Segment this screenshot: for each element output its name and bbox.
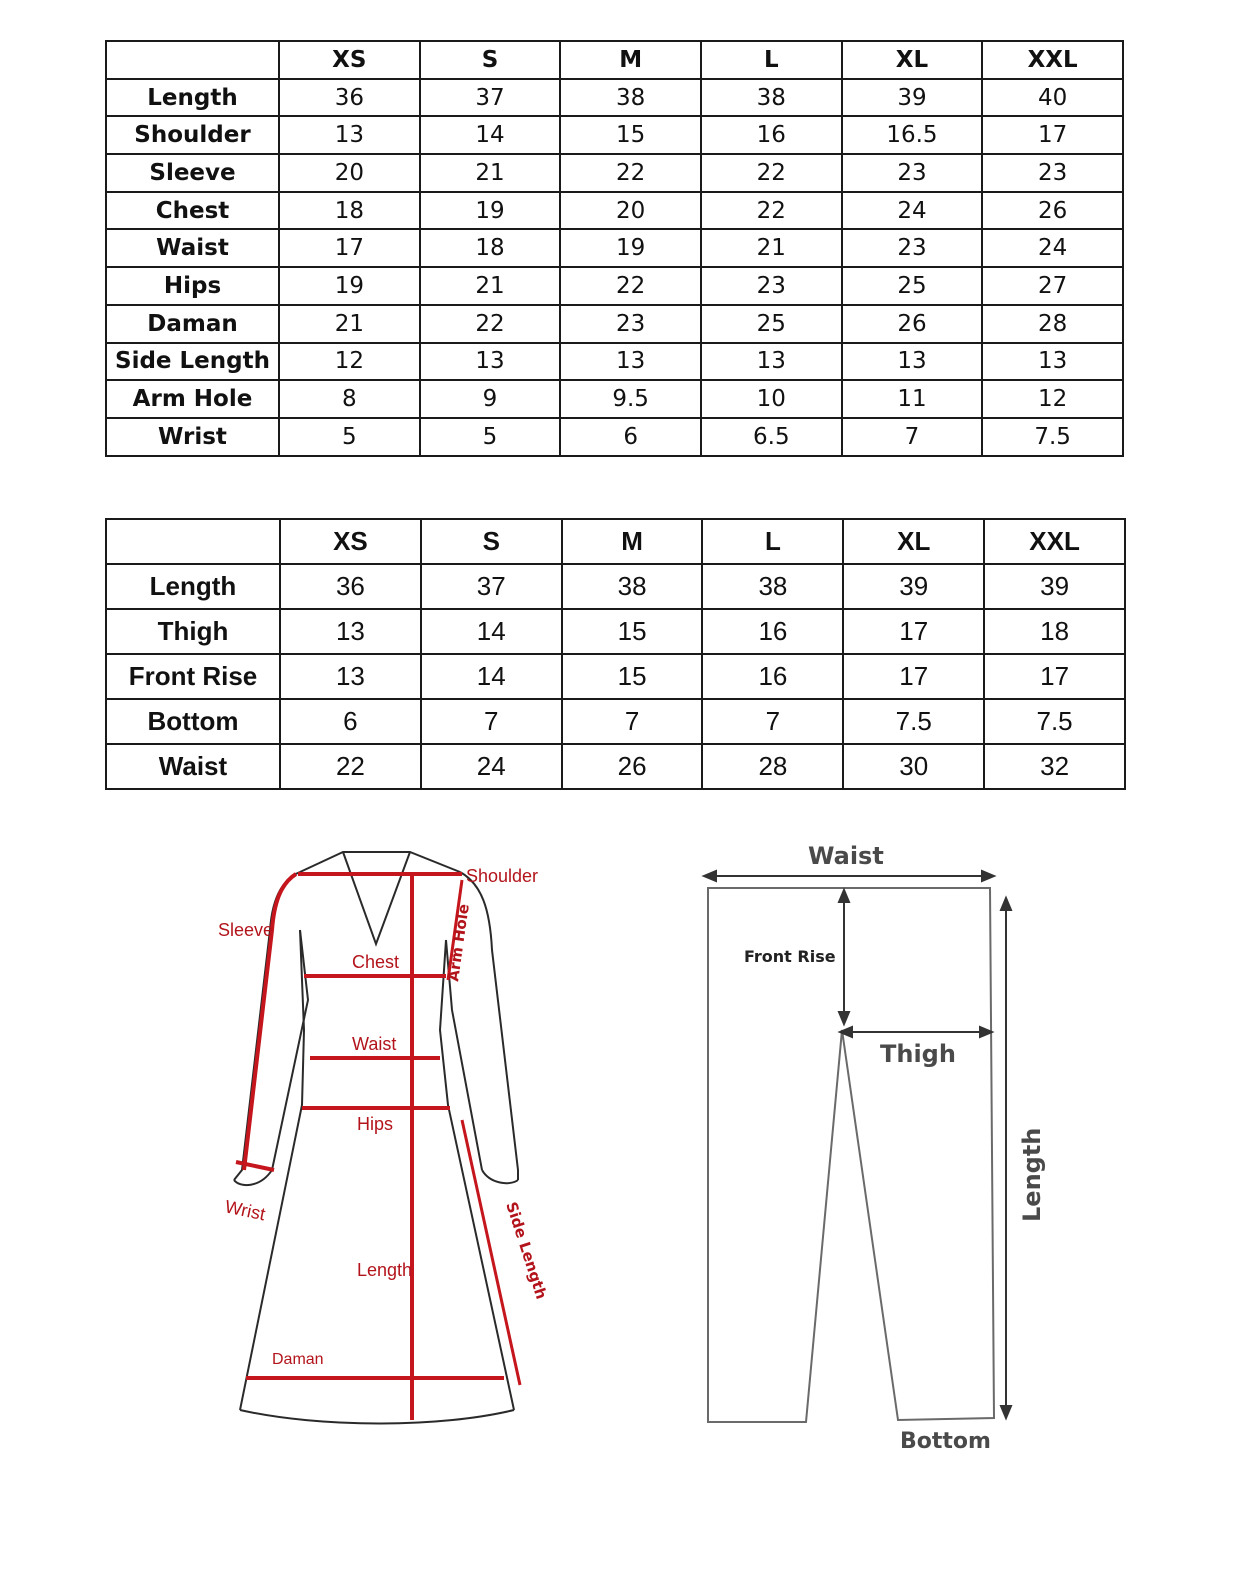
corner-cell [106, 41, 279, 79]
row-label: Length [106, 79, 279, 117]
measurement-cell: 9.5 [560, 380, 701, 418]
row-label: Side Length [106, 343, 279, 381]
measurement-cell: 21 [701, 229, 842, 267]
measurement-cell: 8 [279, 380, 420, 418]
measurement-cell: 23 [560, 305, 701, 343]
measurement-cell: 25 [701, 305, 842, 343]
measurement-cell: 24 [982, 229, 1123, 267]
measurement-cell: 17 [279, 229, 420, 267]
measurement-cell: 17 [984, 654, 1125, 699]
shoulder-label: Shoulder [466, 866, 539, 886]
front-rise-label: Front Rise [744, 947, 836, 966]
pants-shape [708, 888, 994, 1422]
measurement-cell: 17 [843, 654, 984, 699]
measurement-cell: 14 [421, 609, 562, 654]
measurement-cell: 38 [701, 79, 842, 117]
table-row [106, 229, 1123, 267]
measurement-cell: 38 [560, 79, 701, 117]
measurement-cell: 16 [701, 116, 842, 154]
measurement-cell: 21 [420, 267, 561, 305]
measurement-cell: 6 [280, 699, 421, 744]
row-label: Wrist [106, 418, 279, 456]
row-label: Thigh [106, 609, 280, 654]
table-row [106, 267, 1123, 305]
table-header-row [106, 519, 1125, 564]
measurement-cell: 7 [562, 699, 703, 744]
table-row [106, 564, 1125, 609]
measurement-cell: 14 [420, 116, 561, 154]
table-row [106, 609, 1125, 654]
measurement-cell: 21 [279, 305, 420, 343]
measurement-cell: 26 [842, 305, 983, 343]
sleeve-guide [244, 874, 296, 1170]
table-row [106, 744, 1125, 789]
measurement-cell: 5 [279, 418, 420, 456]
table-row [106, 654, 1125, 699]
length-head-top [1001, 898, 1011, 910]
pants-waist-label: Waist [808, 842, 884, 870]
hips-label: Hips [357, 1114, 394, 1134]
measurement-cell: 37 [421, 564, 562, 609]
side-length-guide [462, 1120, 520, 1385]
measurement-cell: 23 [982, 154, 1123, 192]
size-header: XS [280, 519, 421, 564]
front-rise-head-top [839, 890, 849, 902]
measurement-cell: 26 [982, 192, 1123, 230]
measurement-cell: 22 [420, 305, 561, 343]
measurement-cell: 19 [420, 192, 561, 230]
measurement-cell: 23 [842, 229, 983, 267]
measurement-cell: 6 [560, 418, 701, 456]
measurement-cell: 39 [843, 564, 984, 609]
v-neck [343, 852, 410, 944]
size-header: S [420, 41, 561, 79]
measurement-cell: 9 [420, 380, 561, 418]
measurement-cell: 32 [984, 744, 1125, 789]
measurement-cell: 22 [280, 744, 421, 789]
size-header: XS [279, 41, 420, 79]
measurement-cell: 40 [982, 79, 1123, 117]
measurement-cell: 7.5 [843, 699, 984, 744]
size-header: XL [843, 519, 984, 564]
measurement-cell: 24 [421, 744, 562, 789]
arm-hole-label: Arm Hole [444, 902, 473, 983]
bottom-label: Bottom [900, 1429, 991, 1454]
measurement-cell: 22 [560, 154, 701, 192]
table-row [106, 305, 1123, 343]
row-label: Chest [106, 192, 279, 230]
wrist-label: Wrist [223, 1196, 268, 1225]
collar-outline [300, 852, 460, 872]
measurement-cell: 12 [982, 380, 1123, 418]
measurement-cell: 25 [842, 267, 983, 305]
measurement-cell: 13 [701, 343, 842, 381]
measurement-cell: 13 [279, 116, 420, 154]
size-header: XXL [984, 519, 1125, 564]
pants-length-label: Length [1018, 1127, 1046, 1222]
measurement-cell: 7.5 [984, 699, 1125, 744]
row-label: Hips [106, 267, 279, 305]
measurement-cell: 22 [701, 154, 842, 192]
measurement-cell: 18 [984, 609, 1125, 654]
kurta-size-table [105, 40, 1124, 457]
measurement-cell: 20 [560, 192, 701, 230]
size-header: M [560, 41, 701, 79]
table-row [106, 380, 1123, 418]
measurement-cell: 13 [560, 343, 701, 381]
measurement-cell: 17 [982, 116, 1123, 154]
measurement-cell: 11 [842, 380, 983, 418]
pants-size-table [105, 518, 1126, 790]
row-label: Shoulder [106, 116, 279, 154]
measurement-cell: 26 [562, 744, 703, 789]
kurta-measurement-diagram [200, 840, 560, 1440]
table-row [106, 116, 1123, 154]
measurement-cell: 18 [420, 229, 561, 267]
measurement-cell: 21 [420, 154, 561, 192]
measurement-cell: 12 [279, 343, 420, 381]
measurement-cell: 36 [279, 79, 420, 117]
kurta-outline [234, 852, 518, 1424]
size-header: XL [842, 41, 983, 79]
measurement-cell: 13 [420, 343, 561, 381]
waist-arrow-head-left [704, 871, 716, 881]
measurement-cell: 10 [701, 380, 842, 418]
measurement-cell: 28 [982, 305, 1123, 343]
measurement-cell: 7 [421, 699, 562, 744]
sleeve-label: Sleeve [218, 920, 274, 940]
row-label: Waist [106, 744, 280, 789]
front-rise-head-bottom [839, 1012, 849, 1024]
measurement-cell: 17 [843, 609, 984, 654]
measurement-cell: 14 [421, 654, 562, 699]
measurement-cell: 38 [562, 564, 703, 609]
waist-label: Waist [352, 1034, 397, 1054]
measurement-cell: 13 [842, 343, 983, 381]
measurement-cell: 15 [562, 654, 703, 699]
measurement-cell: 20 [279, 154, 420, 192]
measurement-cell: 13 [982, 343, 1123, 381]
size-header: S [421, 519, 562, 564]
measurement-cell: 13 [280, 654, 421, 699]
measurement-cell: 16 [702, 654, 843, 699]
row-label: Sleeve [106, 154, 279, 192]
measurement-cell: 16.5 [842, 116, 983, 154]
table-row [106, 699, 1125, 744]
table-row [106, 79, 1123, 117]
measurement-cell: 24 [842, 192, 983, 230]
length-label: Length [357, 1260, 413, 1280]
measurement-cell: 39 [984, 564, 1125, 609]
measurement-cell: 28 [702, 744, 843, 789]
measurement-cell: 39 [842, 79, 983, 117]
table-row [106, 343, 1123, 381]
measurement-cell: 36 [280, 564, 421, 609]
row-label: Length [106, 564, 280, 609]
length-head-bottom [1001, 1406, 1011, 1418]
side-length-label: Side Length [502, 1199, 551, 1302]
row-label: Daman [106, 305, 279, 343]
hem-outline [240, 1410, 514, 1424]
row-label: Waist [106, 229, 279, 267]
measurement-cell: 19 [279, 267, 420, 305]
size-header: M [562, 519, 703, 564]
measurement-cell: 37 [420, 79, 561, 117]
measurement-cell: 30 [843, 744, 984, 789]
thigh-label: Thigh [880, 1040, 956, 1068]
measurement-cell: 7.5 [982, 418, 1123, 456]
measurement-cell: 7 [702, 699, 843, 744]
left-sleeve-outer [234, 872, 300, 1180]
daman-label: Daman [272, 1351, 324, 1368]
measurement-cell: 7 [842, 418, 983, 456]
right-cuff [482, 1170, 518, 1183]
measurement-cell: 18 [279, 192, 420, 230]
measurement-cell: 15 [562, 609, 703, 654]
row-label: Bottom [106, 699, 280, 744]
corner-cell [106, 519, 280, 564]
measurement-cell: 13 [280, 609, 421, 654]
measurement-cell: 5 [420, 418, 561, 456]
measurement-cell: 6.5 [701, 418, 842, 456]
table-header-row [106, 41, 1123, 79]
measurement-cell: 38 [702, 564, 843, 609]
row-label: Arm Hole [106, 380, 279, 418]
measurement-cell: 16 [702, 609, 843, 654]
pants-outline [708, 888, 994, 1422]
measurement-cell: 22 [701, 192, 842, 230]
measurement-cell: 15 [560, 116, 701, 154]
waist-arrow-head-right [982, 871, 994, 881]
size-header: L [702, 519, 843, 564]
table-row [106, 192, 1123, 230]
measurement-cell: 19 [560, 229, 701, 267]
table-row [106, 418, 1123, 456]
measurement-cell: 23 [842, 154, 983, 192]
size-header: XXL [982, 41, 1123, 79]
pants-measurement-diagram [690, 840, 1070, 1460]
size-header: L [701, 41, 842, 79]
row-label: Front Rise [106, 654, 280, 699]
chest-label: Chest [352, 952, 400, 972]
measurement-cell: 23 [701, 267, 842, 305]
measurement-cell: 22 [560, 267, 701, 305]
table-row [106, 154, 1123, 192]
measurement-cell: 27 [982, 267, 1123, 305]
